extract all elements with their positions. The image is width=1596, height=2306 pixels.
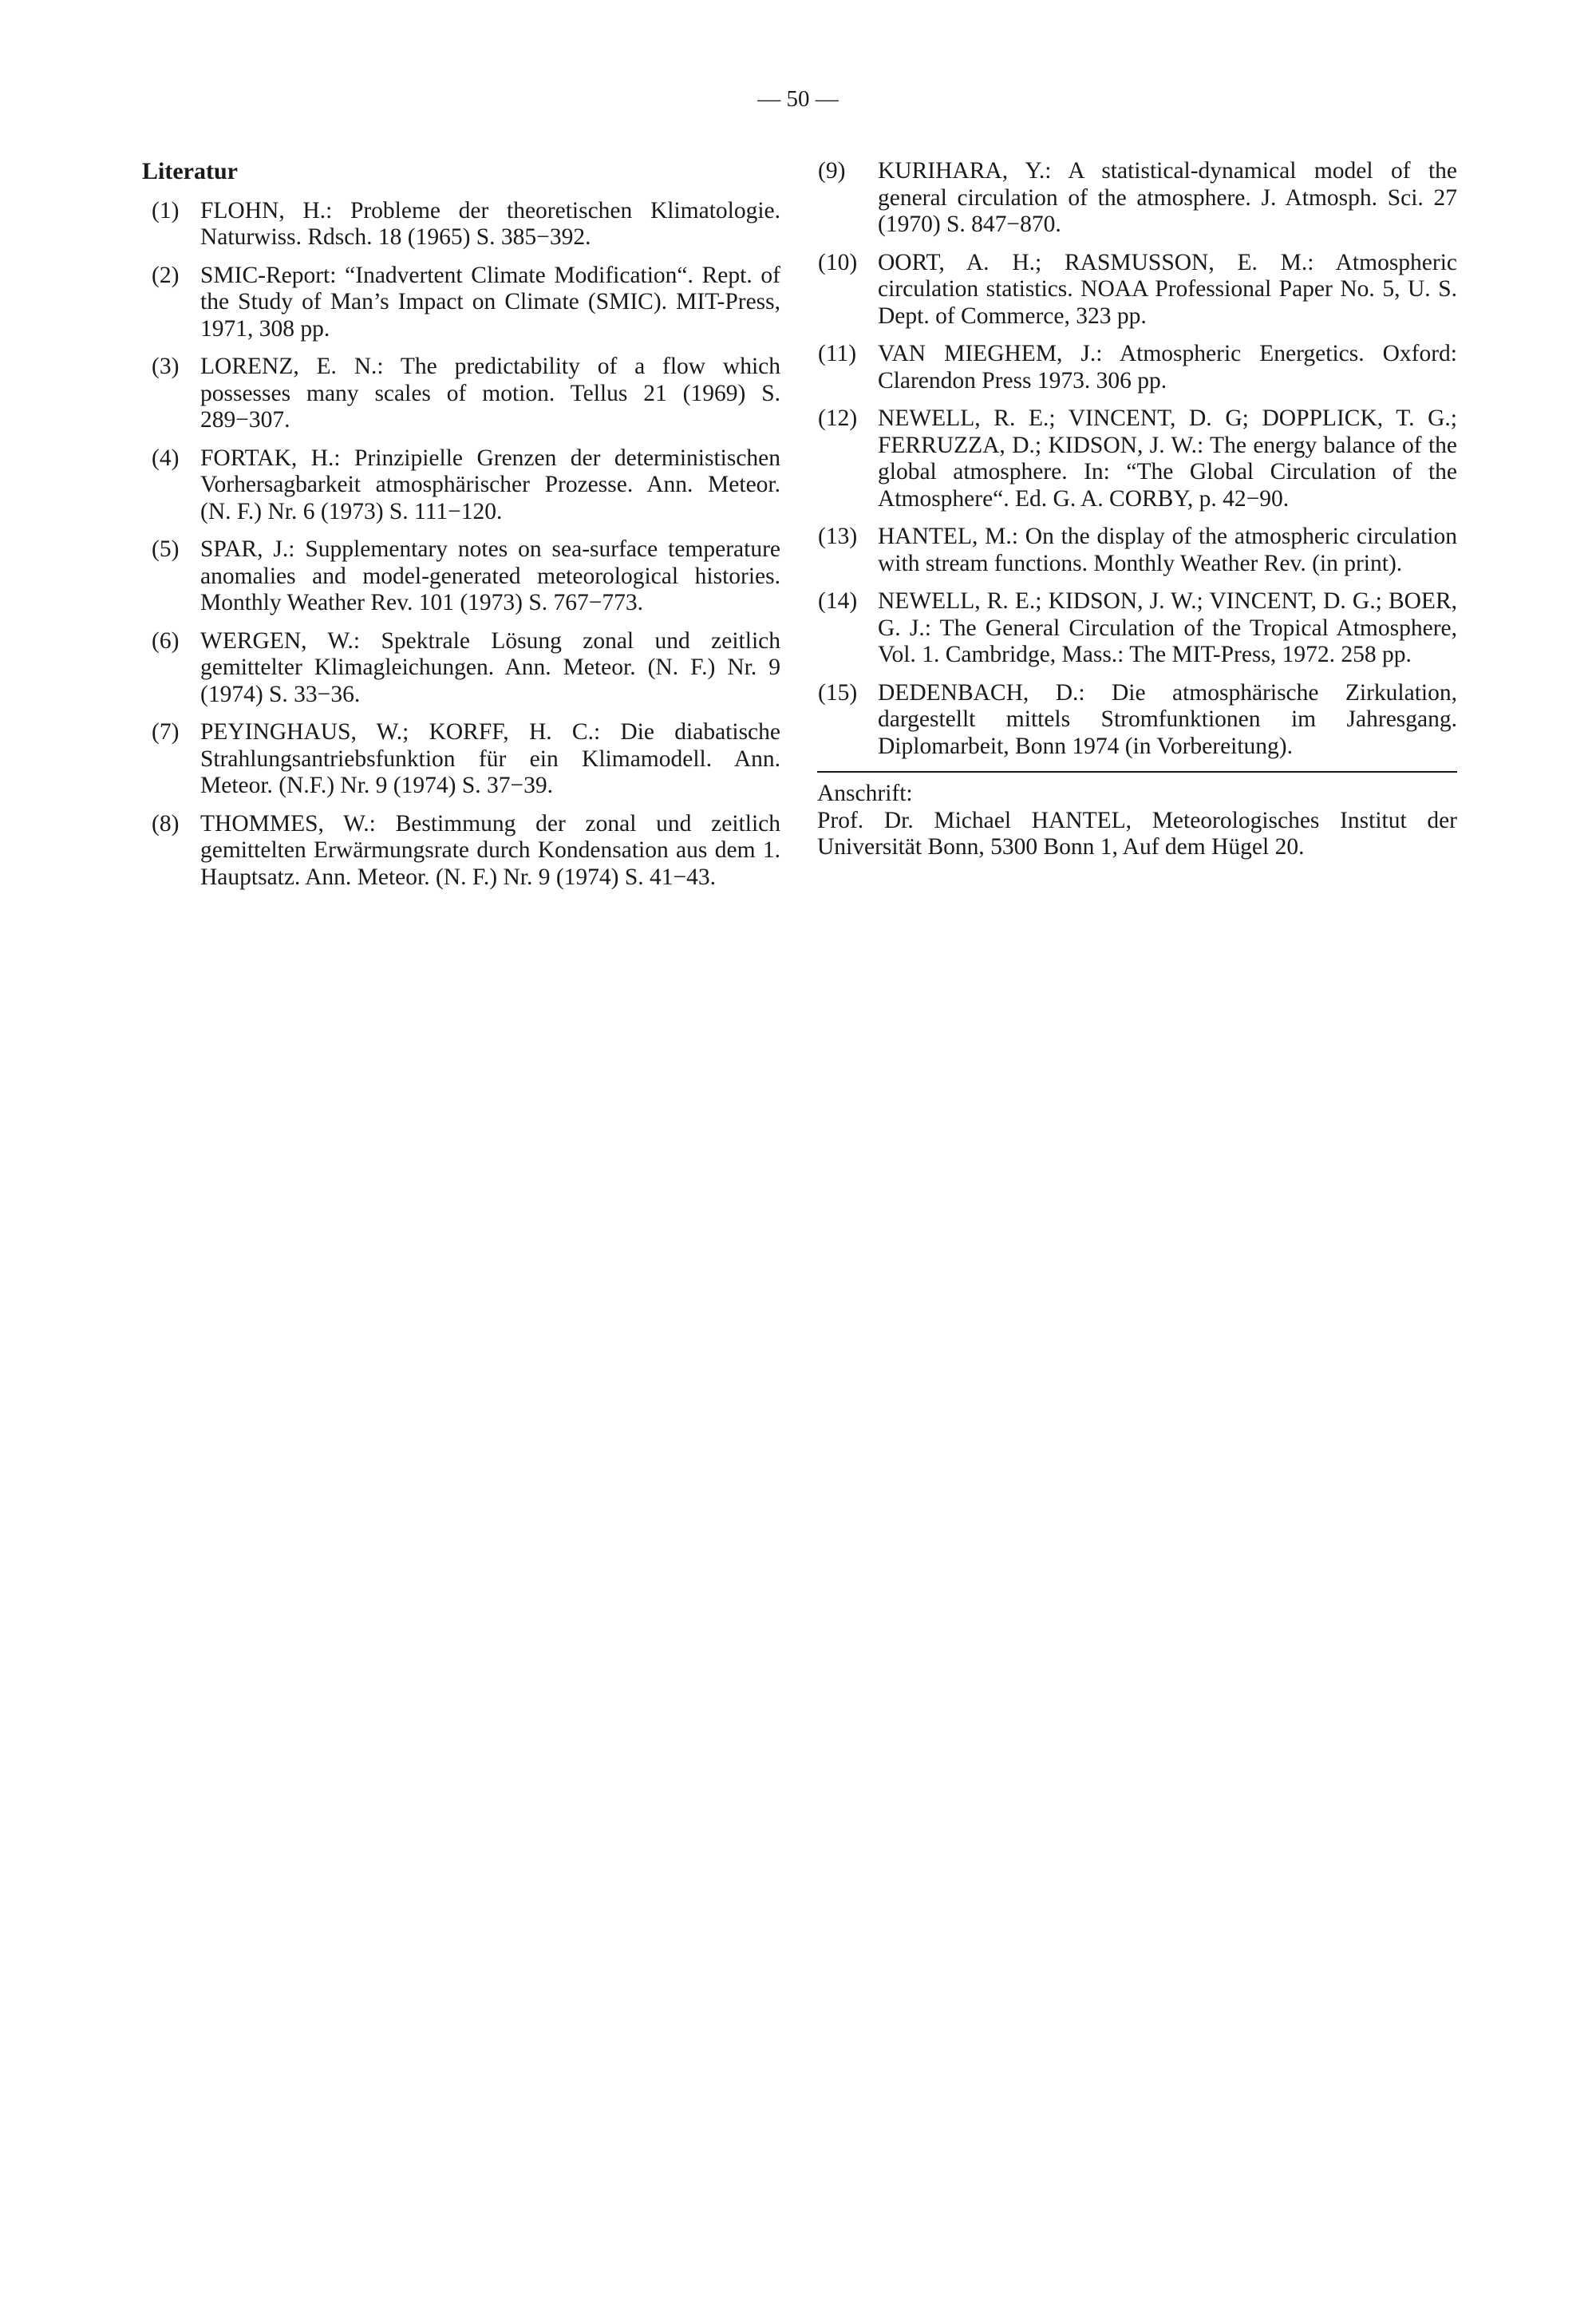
- address-text: Prof. Dr. Michael HANTEL, Meteorologisches Institut der Universität Bonn, 5300 Bonn 1, Auf dem Hügel 20.: [817, 807, 1457, 860]
- reference-entry: [142, 536, 780, 617]
- reference-number: (15): [818, 679, 858, 706]
- reference-number: (12): [818, 405, 858, 431]
- reference-entry: [142, 198, 780, 251]
- reference-text: OORT, A. H.; RASMUSSON, E. M.: Atmospheric circulation statistics. NOAA Professional Paper No. 5, U. S. Dept. of Commerce, 323 pp.: [878, 249, 1457, 329]
- reference-entry: [142, 811, 780, 892]
- reference-number: (13): [818, 524, 858, 549]
- reference-text: NEWELL, R. E.; VINCENT, D. G; DOPPLICK, T. G.; FERRUZZA, D.; KIDSON, J. W.: The energy balance of the global atmosphere. In: “The Global Circulation of the Atmosphere“. Ed. G. A. CORBY, p. 42−90.: [878, 405, 1457, 512]
- left-column: [142, 158, 780, 902]
- reference-number: (1): [152, 197, 180, 223]
- reference-text: VAN MIEGHEM, J.: Atmospheric Energetics. Oxford: Clarendon Press 1973. 306 pp.: [878, 341, 1457, 394]
- reference-list-left: [142, 198, 780, 892]
- reference-entry: [817, 250, 1457, 330]
- address-label: Anschrift:: [817, 781, 913, 806]
- reference-number: (5): [152, 536, 180, 562]
- reference-text: NEWELL, R. E.; KIDSON, J. W.; VINCENT, D. G.; BOER, G. J.: The General Circulation of the Tropical Atmosphere, Vol. 1. Cambridge, Mass.: The MIT-Press, 1972. 258 pp.: [878, 588, 1457, 667]
- divider-rule: [817, 771, 1457, 773]
- reference-text: SPAR, J.: Supplementary notes on sea-surface temperature anomalies and model-generated meteorological histories. Monthly Weather Rev. 101 (1973) S. 767−773.: [200, 536, 780, 615]
- reference-number: (3): [152, 354, 180, 379]
- reference-number: (8): [152, 810, 180, 837]
- reference-number: (7): [152, 719, 180, 745]
- reference-entry: [817, 158, 1457, 239]
- reference-text: LORENZ, E. N.: The predictability of a flow which possesses many scales of motion. Tellus 21 (1969) S. 289−307.: [200, 354, 780, 433]
- right-column: [817, 158, 1457, 861]
- reference-text: FORTAK, H.: Prinzipielle Grenzen der deterministischen Vorhersagbarkeit atmosphärischer Prozesse. Ann. Meteor. (N. F.) Nr. 6 (1973) S. 111−120.: [200, 445, 780, 524]
- reference-text: FLOHN, H.: Probleme der theoretischen Klimatologie. Naturwiss. Rdsch. 18 (1965) S. 385−392.: [200, 197, 780, 250]
- reference-number: (2): [152, 262, 180, 288]
- reference-entry: [142, 628, 780, 709]
- reference-number: (11): [818, 341, 857, 366]
- reference-entry: [817, 524, 1457, 577]
- reference-entry: [142, 354, 780, 434]
- reference-entry: [142, 719, 780, 800]
- reference-number: (6): [152, 627, 180, 654]
- reference-text: SMIC-Report: “Inadvertent Climate Modification“. Rept. of the Study of Man’s Impact on Climate (SMIC). MIT-Press, 1971, 308 pp.: [200, 262, 780, 342]
- address-block: [817, 781, 1457, 861]
- reference-number: (9): [818, 158, 846, 184]
- reference-text: DEDENBACH, D.: Die atmosphärische Zirkulation, dargestellt mittels Stromfunktionen im Jahresgang. Diplomarbeit, Bonn 1974 (in Vorbereitung).: [878, 679, 1457, 759]
- reference-list-right: [817, 158, 1457, 760]
- reference-entry: [142, 263, 780, 343]
- reference-text: WERGEN, W.: Spektrale Lösung zonal und zeitlich gemittelter Klimagleichungen. Ann. Meteor. (N. F.) Nr. 9 (1974) S. 33−36.: [200, 627, 780, 707]
- reference-entry: [817, 341, 1457, 394]
- reference-number: (4): [152, 445, 180, 471]
- reference-text: PEYINGHAUS, W.; KORFF, H. C.: Die diabatische Strahlungsantriebsfunktion für ein Klimamodell. Ann. Meteor. (N.F.) Nr. 9 (1974) S. 37−39.: [200, 719, 780, 798]
- references-heading: Literatur: [142, 158, 238, 184]
- reference-entry: [817, 680, 1457, 761]
- reference-entry: [817, 405, 1457, 512]
- reference-text: HANTEL, M.: On the display of the atmospheric circulation with stream functions. Monthly Weather Rev. (in print).: [878, 524, 1457, 576]
- reference-text: THOMMES, W.: Bestimmung der zonal und zeitlich gemittelten Erwärmungsrate durch Kondensation aus dem 1. Hauptsatz. Ann. Meteor. (N. F.) Nr. 9 (1974) S. 41−43.: [200, 810, 780, 890]
- reference-text: KURIHARA, Y.: A statistical-dynamical model of the general circulation of the atmosphere. J. Atmosph. Sci. 27 (1970) S. 847−870.: [878, 158, 1457, 237]
- reference-number: (14): [818, 588, 858, 614]
- reference-entry: [142, 445, 780, 526]
- reference-number: (10): [818, 249, 858, 275]
- page-number: — 50 —: [757, 86, 839, 112]
- reference-entry: [817, 588, 1457, 669]
